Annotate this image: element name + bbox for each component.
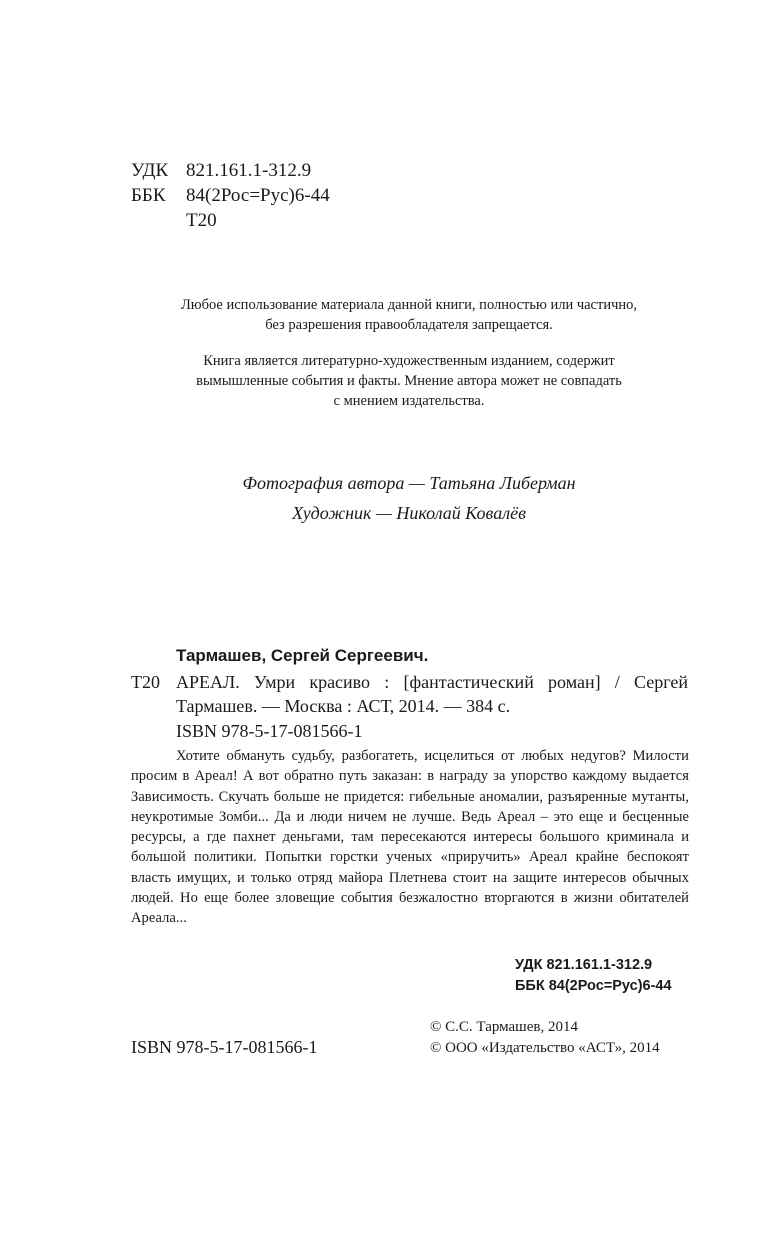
fiction-notice-line: вымышленные события и факты. Мнение автора может не совпадать xyxy=(196,373,622,389)
copyright-block xyxy=(430,1017,660,1059)
fiction-notice-line: с мнением издательства. xyxy=(333,393,485,409)
bbk-code: ББК 84(2Рос=Рус)6-44 xyxy=(515,978,672,994)
copyright-publisher: © ООО «Издательство «АСТ», 2014 xyxy=(430,1040,660,1056)
catalog-annotation: Хотите обмануть судьбу, разбогатеть, исцелиться от любых недугов? Милости просим в Ареал! А вот обратно путь заказан: в награду за упорство каждому выдается Зависимость. Скучать больше не придется: гибельные аномалии, разъяренные мутанты, неукротимые Зомби... Да и люди ничем не лучше. Ведь Ареал – это еще и бесценные ресурсы, а где пахнет деньгами, там пересекаются интересы большого криминала и большой политики. Попытки горстки ученых «приручить» Ареал крайне беспокоят власть имущих, и только отряд майора Плетнева стоит на защите интересов обычных людей. Но еще более зловещие события безжалостно вторгаются в жизни обитателей Ареала... xyxy=(131,748,689,927)
udk-code: УДК 821.161.1-312.9 xyxy=(515,957,653,973)
udk-row xyxy=(131,158,330,183)
credits xyxy=(100,468,718,528)
author-mark-row xyxy=(131,208,330,233)
fiction-notice xyxy=(100,351,718,411)
catalog-author: Тармашев, Сергей Сергеевич. xyxy=(176,646,429,665)
classification-block xyxy=(131,158,330,233)
author-mark: Т20 xyxy=(186,210,217,231)
catalog-code: Т20 xyxy=(131,672,160,692)
usage-notice-line: Любое использование материала данной книги, полностью или частично, xyxy=(180,297,638,313)
artist-credit: Художник — Николай Ковалёв xyxy=(292,503,526,523)
catalog-isbn: ISBN 978-5-17-081566-1 xyxy=(176,721,363,741)
fiction-notice-line: Книга является литературно-художественным изданием, содержит xyxy=(203,353,615,369)
bbk-label: ББК xyxy=(131,185,166,206)
usage-notice xyxy=(100,295,718,335)
catalog-title: АРЕАЛ. Умри красиво : [фантастический роман] / Сергей Тармашев. — Москва : АСТ, 2014. — 384 с. xyxy=(176,672,688,716)
footer-isbn: ISBN 978-5-17-081566-1 xyxy=(131,1037,318,1057)
copyright-author: © С.С. Тармашев, 2014 xyxy=(430,1019,578,1035)
bbk-row xyxy=(131,183,330,208)
usage-notice-line: без разрешения правообладателя запрещается. xyxy=(265,317,553,333)
udk-value: 821.161.1-312.9 xyxy=(186,160,312,181)
codes-block xyxy=(515,955,672,997)
photo-credit: Фотография автора — Татьяна Либерман xyxy=(242,473,576,493)
bbk-value: 84(2Рос=Рус)6-44 xyxy=(186,185,330,206)
udk-label: УДК xyxy=(131,160,169,181)
